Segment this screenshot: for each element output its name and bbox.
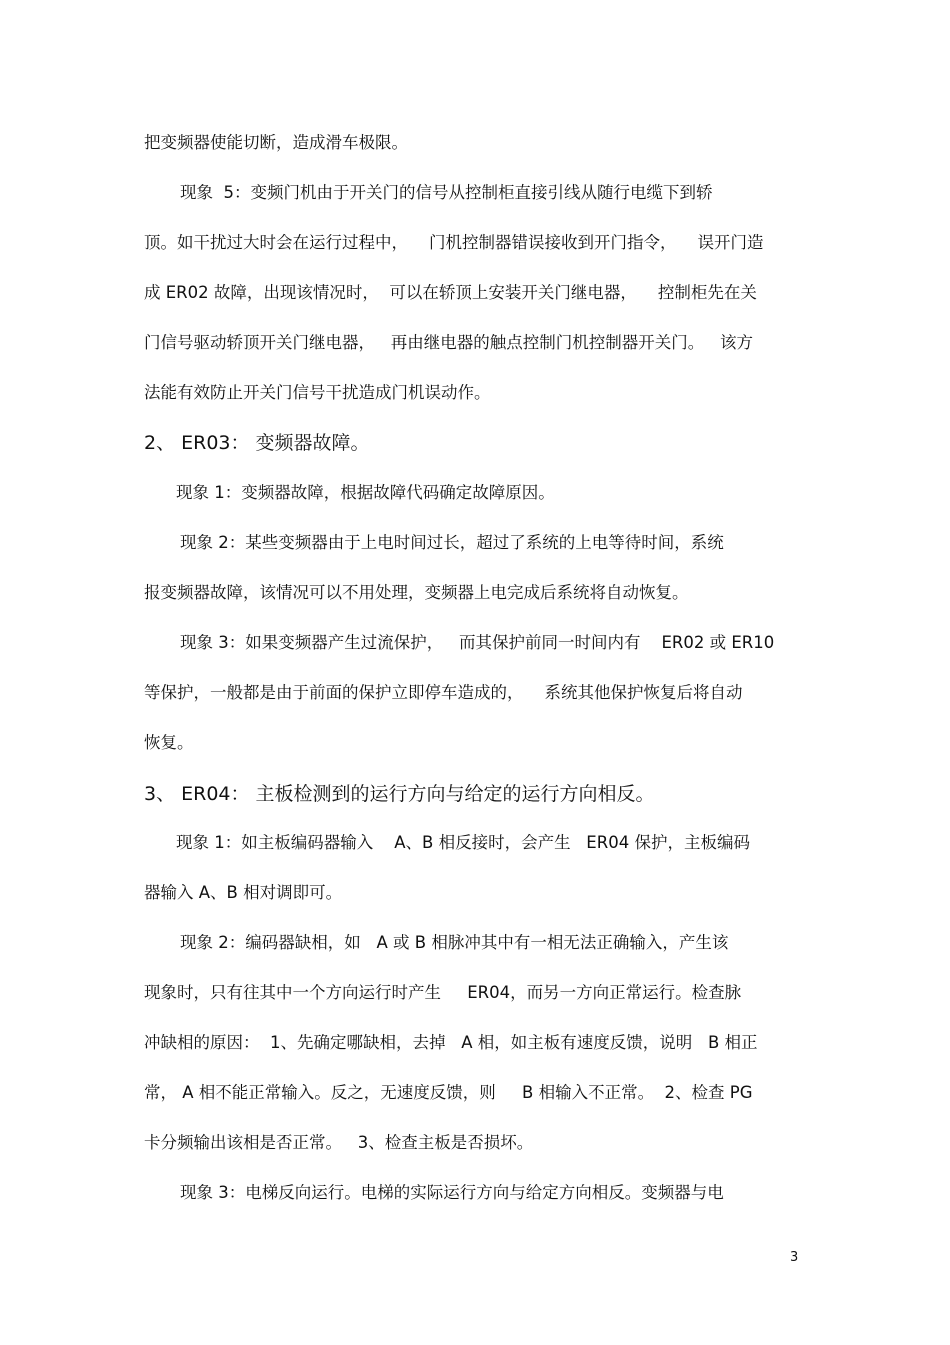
text-line: 卡分频输出该相是否正常。 3、检查主板是否损坏。 (144, 1133, 534, 1152)
text-line: 现象 2：编码器缺相，如 A 或 B 相脉冲其中有一相无法正确输入，产生该 (180, 933, 729, 952)
text-line: 常， A 相不能正常输入。反之，无速度反馈，则 B 相输入不正常。 2、检查 PG (144, 1083, 753, 1102)
text-line: 现象时，只有往其中一个方向运行时产生 ER04，而另一方向正常运行。检查脉 (144, 983, 742, 1002)
page-number: 3 (790, 1250, 799, 1265)
text-line: 现象 2：某些变频器由于上电时间过长，超过了系统的上电等待时间，系统 (180, 533, 724, 552)
text-line: 等保护，一般都是由于前面的保护立即停车造成的， 系统其他保护恢复后将自动 (144, 683, 743, 702)
text-line: 器输入 A、B 相对调即可。 (144, 883, 343, 902)
section-heading: 2、 ER03： 变频器故障。 (144, 432, 370, 454)
text-line: 法能有效防止开关门信号干扰造成门机误动作。 (144, 383, 491, 402)
text-line: 现象 3：电梯反向运行。电梯的实际运行方向与给定方向相反。变频器与电 (180, 1183, 724, 1202)
text-line: 顶。如干扰过大时会在运行过程中， 门机控制器错误接收到开门指令， 误开门造 (144, 233, 764, 252)
text-line: 现象 1：变频器故障，根据故障代码确定故障原因。 (176, 483, 555, 502)
text-line: 报变频器故障，该情况可以不用处理，变频器上电完成后系统将自动恢复。 (144, 583, 689, 602)
text-line: 现象 5：变频门机由于开关门的信号从控制柜直接引线从随行电缆下到轿 (180, 183, 713, 202)
text-line: 现象 3：如果变频器产生过流保护， 而其保护前同一时间内有 ER02 或 ER10 (180, 633, 775, 652)
text-line: 门信号驱动轿顶开关门继电器， 再由继电器的触点控制门机控制器开关门。 该方 (144, 333, 753, 352)
text-line: 冲缺相的原因： 1、先确定哪缺相，去掉 A 相，如主板有速度反馈，说明 B 相正 (144, 1033, 758, 1052)
text-line: 成 ER02 故障，出现该情况时， 可以在轿顶上安装开关门继电器， 控制柜先在关 (144, 283, 757, 302)
section-heading: 3、 ER04： 主板检测到的运行方向与给定的运行方向相反。 (144, 783, 655, 805)
text-line: 恢复。 (144, 733, 194, 752)
text-line: 现象 1：如主板编码器输入 A、B 相反接时，会产生 ER04 保护，主板编码 (176, 833, 750, 852)
text-line: 把变频器使能切断，造成滑车极限。 (144, 133, 408, 152)
